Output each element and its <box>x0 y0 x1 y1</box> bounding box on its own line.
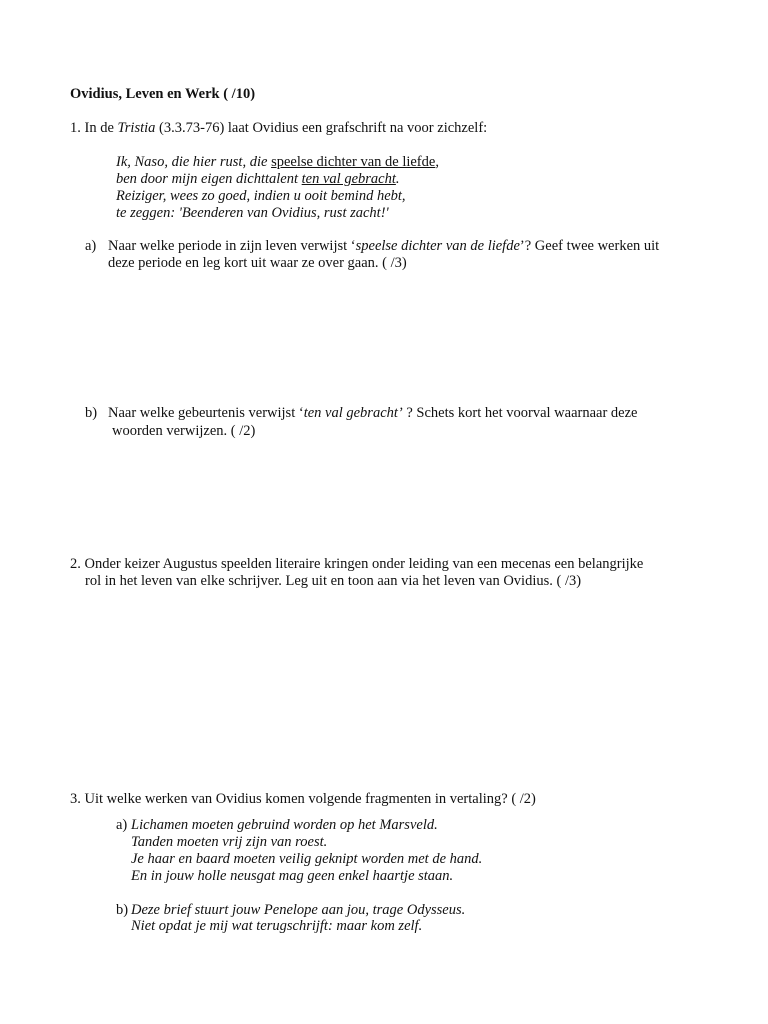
question-3a-label: a) <box>116 817 128 833</box>
question-2-text-1: Onder keizer Augustus speelden literaire kringen onder leiding van een mecenas een belangrijke <box>84 556 644 572</box>
question-1-intro-after: (3.3.73-76) laat Ovidius een grafschrift na voor zichzelf: <box>155 120 488 136</box>
fragment-a-line-4: En in jouw holle neusgat mag geen enkel haartje staan. <box>131 868 454 884</box>
question-3-text: Uit welke werken van Ovidius komen volgende fragmenten in vertaling? ( /2) <box>84 791 536 807</box>
fragment-a-line-1: Lichamen moeten gebruind worden op het Marsveld. <box>131 817 438 833</box>
fragment-a-line-3: Je haar en baard moeten veilig geknipt worden met de hand. <box>131 851 483 867</box>
question-1a-quote: speelse dichter van de liefde <box>355 238 520 254</box>
question-1a-line-2: deze periode en leg kort uit waar ze over gaan. ( /3) <box>108 255 407 271</box>
question-3-number: 3. <box>70 791 81 807</box>
question-1b-after: ? Schets kort het voorval waarnaar deze <box>402 405 638 421</box>
poem-line-1 <box>116 154 439 171</box>
question-1b-quote: ten val gebracht’ <box>303 405 403 421</box>
question-2-number: 2. <box>70 556 81 572</box>
question-2-line-2: rol in het leven van elke schrijver. Leg uit en toon aan via het leven van Ovidius. ( /3) <box>85 573 582 589</box>
poem-line-2-after: . <box>395 171 400 187</box>
question-1a-line-1 <box>108 238 659 255</box>
poem-line-1-underlined: speelse dichter van de liefde <box>271 154 436 170</box>
fragment-a-line-2: Tanden moeten vrij zijn van roest. <box>131 834 328 850</box>
question-1b-line-1 <box>108 405 637 422</box>
poem-line-1-before: Ik, Naso, die hier rust, die <box>116 154 272 170</box>
fragment-b-line-1: Deze brief stuurt jouw Penelope aan jou, trage Odysseus. <box>131 902 466 918</box>
question-1b-label: b) <box>85 405 98 421</box>
question-3b-label: b) <box>116 902 129 918</box>
page-title: Ovidius, Leven en Werk ( /10) <box>70 86 256 102</box>
poem-line-2 <box>116 171 400 188</box>
question-1a-label: a) <box>85 238 97 254</box>
question-1a-before: Naar welke periode in zijn leven verwijst ‘ <box>108 238 356 254</box>
question-3-line-1 <box>70 791 536 808</box>
poem-line-1-after: , <box>435 154 439 170</box>
question-1-number: 1. <box>70 120 81 136</box>
question-2-line-1 <box>70 556 643 573</box>
question-1a-after: ’? Geef twee werken uit <box>519 238 660 254</box>
poem-line-2-before: ben door mijn eigen dichttalent <box>116 171 302 187</box>
poem-line-2-underlined: ten val gebracht <box>301 171 396 187</box>
question-1b-before: Naar welke gebeurtenis verwijst ‘ <box>108 405 304 421</box>
fragment-b-line-2: Niet opdat je mij wat terugschrijft: maar kom zelf. <box>131 918 423 934</box>
question-1-work-title: Tristia <box>117 120 156 136</box>
poem-line-3: Reiziger, wees zo goed, indien u ooit bemind hebt, <box>116 188 406 204</box>
question-1-intro-before: In de <box>84 120 118 136</box>
question-1b-line-2: woorden verwijzen. ( /2) <box>112 423 256 439</box>
question-1-intro <box>70 120 487 137</box>
poem-line-4: te zeggen: 'Beenderen van Ovidius, rust zacht!' <box>116 205 389 221</box>
